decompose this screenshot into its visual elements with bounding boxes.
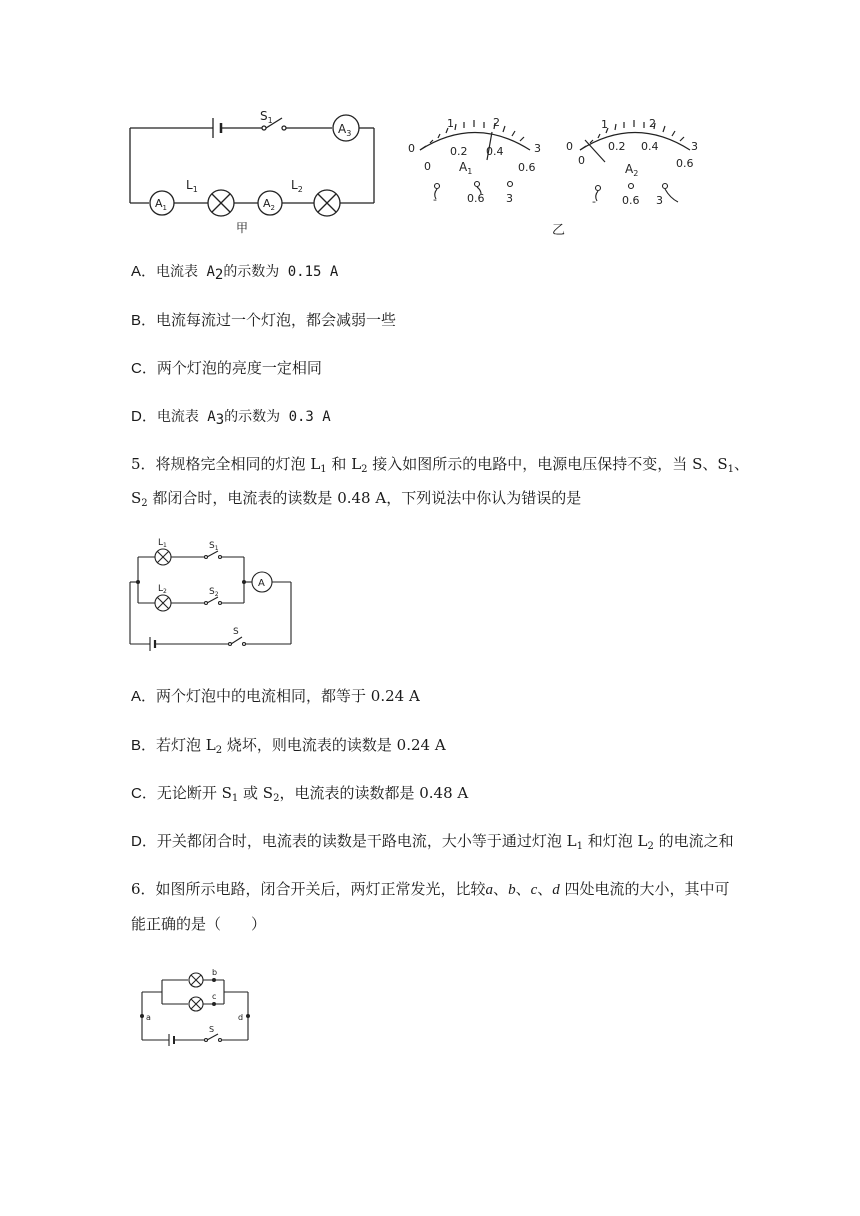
needle: [585, 140, 605, 162]
label-l2: $L_2$: [291, 178, 303, 194]
svg-text:0.4: 0.4: [486, 145, 504, 158]
svg-text:0: 0: [408, 142, 415, 155]
label-a2: $A_2$: [263, 197, 275, 212]
q6-circuit-diagram: [134, 964, 254, 1049]
svg-text:0.4: 0.4: [641, 140, 659, 153]
q5-option-c: C．无论断开 $S_1$ 或 $S_2$，电流表的读数都是 0.48 A: [131, 784, 469, 804]
label-l1: $L_1$: [186, 178, 198, 194]
svg-text:L1: $L_1$: [158, 538, 167, 549]
svg-text:A: A: [258, 578, 265, 589]
label-a3: $A_3$: [338, 122, 352, 138]
q6-stem-line2: 能正确的是（ ）: [131, 915, 267, 933]
svg-text:1: 1: [601, 118, 608, 131]
svg-text:2: 2: [649, 117, 656, 130]
svg-text:0.2: 0.2: [450, 145, 468, 158]
q4-option-c: C．两个灯泡的亮度一定相同: [131, 359, 322, 377]
svg-text:0: 0: [566, 140, 573, 153]
label-s1: $S_1$: [260, 109, 273, 125]
svg-text:L2: $L_2$: [158, 584, 167, 595]
ammeter-dial-a2: [558, 110, 708, 215]
svg-text:0.6: 0.6: [518, 161, 536, 174]
svg-text:0.6: 0.6: [467, 192, 485, 205]
svg-text:2: 2: [493, 116, 500, 129]
svg-text:S1: $S_1$: [209, 541, 219, 552]
point-b: b: [212, 968, 218, 977]
label-a1: $A_1$: [155, 197, 167, 212]
svg-text:3: 3: [656, 194, 663, 207]
switch-s-label: S: [209, 1025, 215, 1034]
point-d: d: [238, 1013, 244, 1022]
point-a: a: [146, 1013, 151, 1022]
svg-text:S2: $S_2$: [209, 587, 219, 598]
q6-stem-line1: 6．如图所示电路，闭合开关后，两灯正常发光，比较a、b、c、d 四处电流的大小，其中可: [131, 880, 730, 898]
svg-text:0: 0: [578, 154, 585, 167]
caption-jia: 甲: [236, 221, 249, 235]
circuit-diagram-jia: [120, 108, 385, 238]
svg-text:0: 0: [424, 160, 431, 173]
q5-stem-line2: $S_2$ 都闭合时，电流表的读数是 0.48 A，下列说法中你认为错误的是: [131, 489, 582, 509]
svg-text:-: -: [592, 195, 596, 208]
svg-text:-: -: [433, 193, 437, 206]
svg-text:0.6: 0.6: [622, 194, 640, 207]
q5-option-d: D．开关都闭合时，电流表的读数是干路电流，大小等于通过灯泡 $L_1$ 和灯泡 $L_2$ 的电流之和: [131, 832, 734, 852]
point-c: c: [212, 992, 217, 1001]
svg-text:0.2: 0.2: [608, 140, 626, 153]
q4-option-b: B．电流每流过一个灯泡，都会减弱一些: [131, 311, 397, 329]
ammeter-dial-a1: [400, 110, 550, 210]
caption-yi-text: 乙: [552, 223, 566, 238]
svg-text:3: 3: [691, 140, 698, 153]
q5-stem-line1: 5．将规格完全相同的灯泡 $L_1$ 和 $L_2$ 接入如图所示的电路中，电源电压保持不变，当 S、$S_1$、: [131, 455, 750, 475]
q5-circuit-diagram: [124, 533, 299, 655]
q5-option-a: A．两个灯泡中的电流相同，都等于 0.24 A: [131, 687, 420, 705]
svg-text:0.6: 0.6: [676, 157, 694, 170]
meter2-label: $A_2$: [625, 162, 639, 178]
svg-text:S: S: [233, 627, 239, 637]
q4-option-d: D．电流表 $A_3$的示数为 0.3 A: [131, 408, 331, 428]
svg-text:3: 3: [534, 142, 541, 155]
q4-option-a: A．电流表 $A_2$的示数为 0.15 A: [131, 263, 339, 283]
svg-text:3: 3: [506, 192, 513, 205]
svg-text:1: 1: [447, 117, 454, 130]
meter1-label: $A_1$: [459, 160, 473, 176]
q5-option-b: B．若灯泡 $L_2$ 烧坏，则电流表的读数是 0.24 A: [131, 736, 446, 756]
